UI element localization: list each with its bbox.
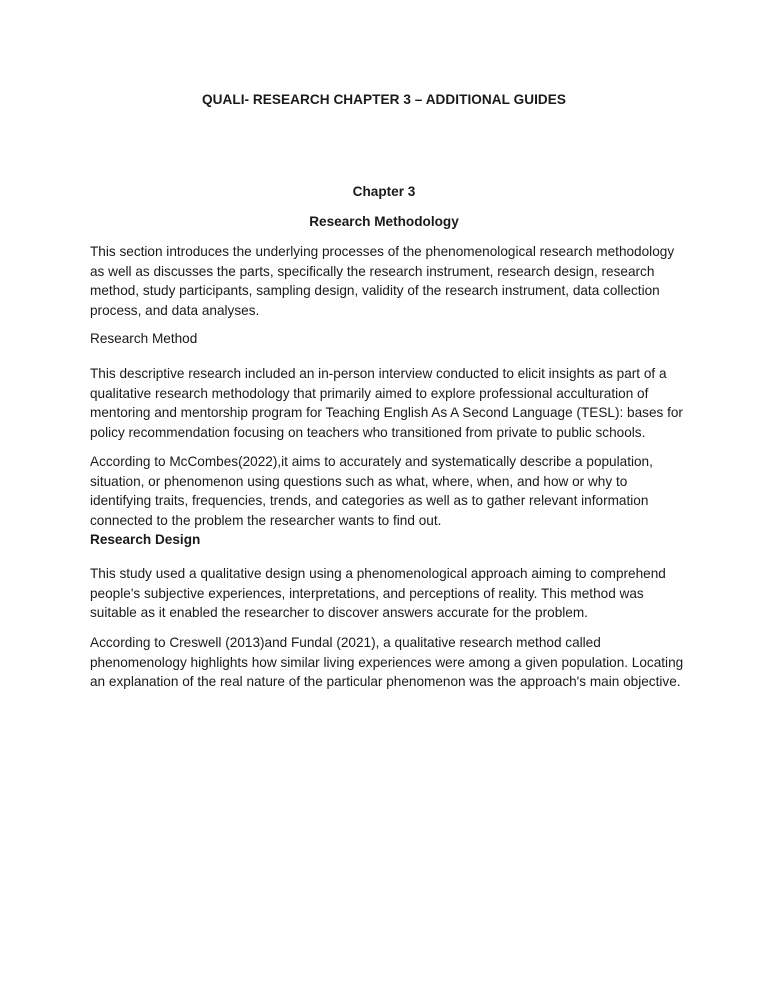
document-title: QUALI- RESEARCH CHAPTER 3 – ADDITIONAL GUIDES	[201, 92, 567, 107]
research-method-heading: Research Method	[90, 331, 198, 346]
research-design-heading: Research Design	[90, 532, 201, 547]
research-method-citation-paragraph: According to McCombes(2022),it aims to accurately and systematically describe a population, situation, or phenomenon using questions such as what, where, when, and how or why to identifying traits, frequencies, trends, and categories as well as to gather relevant information connected to the problem the researcher wants to find out.	[90, 454, 653, 528]
research-design-citation-paragraph: According to Creswell (2013)and Fundal (2021), a qualitative research method called phenomenology highlights how similar living experiences were among a given population. Locating an explanation of the real nature of the particular phenomenon was the approach's main objective.	[90, 635, 684, 689]
chapter-label: Chapter 3	[352, 184, 416, 199]
chapter-subtitle: Research Methodology	[309, 214, 459, 229]
research-design-paragraph: This study used a qualitative design using a phenomenological approach aiming to comprehend people's subjective experiences, interpretations, and perceptions of reality. This method was suitable as it enabled the researcher to discover answers accurate for the problem.	[90, 566, 666, 620]
intro-paragraph: This section introduces the underlying processes of the phenomenological research methodology as well as discusses the parts, specifically the research instrument, research design, research method, study participants, sampling design, validity of the research instrument, data collection process, and data analyses.	[90, 244, 675, 318]
research-method-paragraph: This descriptive research included an in-person interview conducted to elicit insights as part of a qualitative research methodology that primarily aimed to explore professional acculturation of mentoring and mentorship program for Teaching English As A Second Language (TESL): bases for policy recommendation focusing on teachers who transitioned from private to public schools.	[90, 366, 683, 440]
